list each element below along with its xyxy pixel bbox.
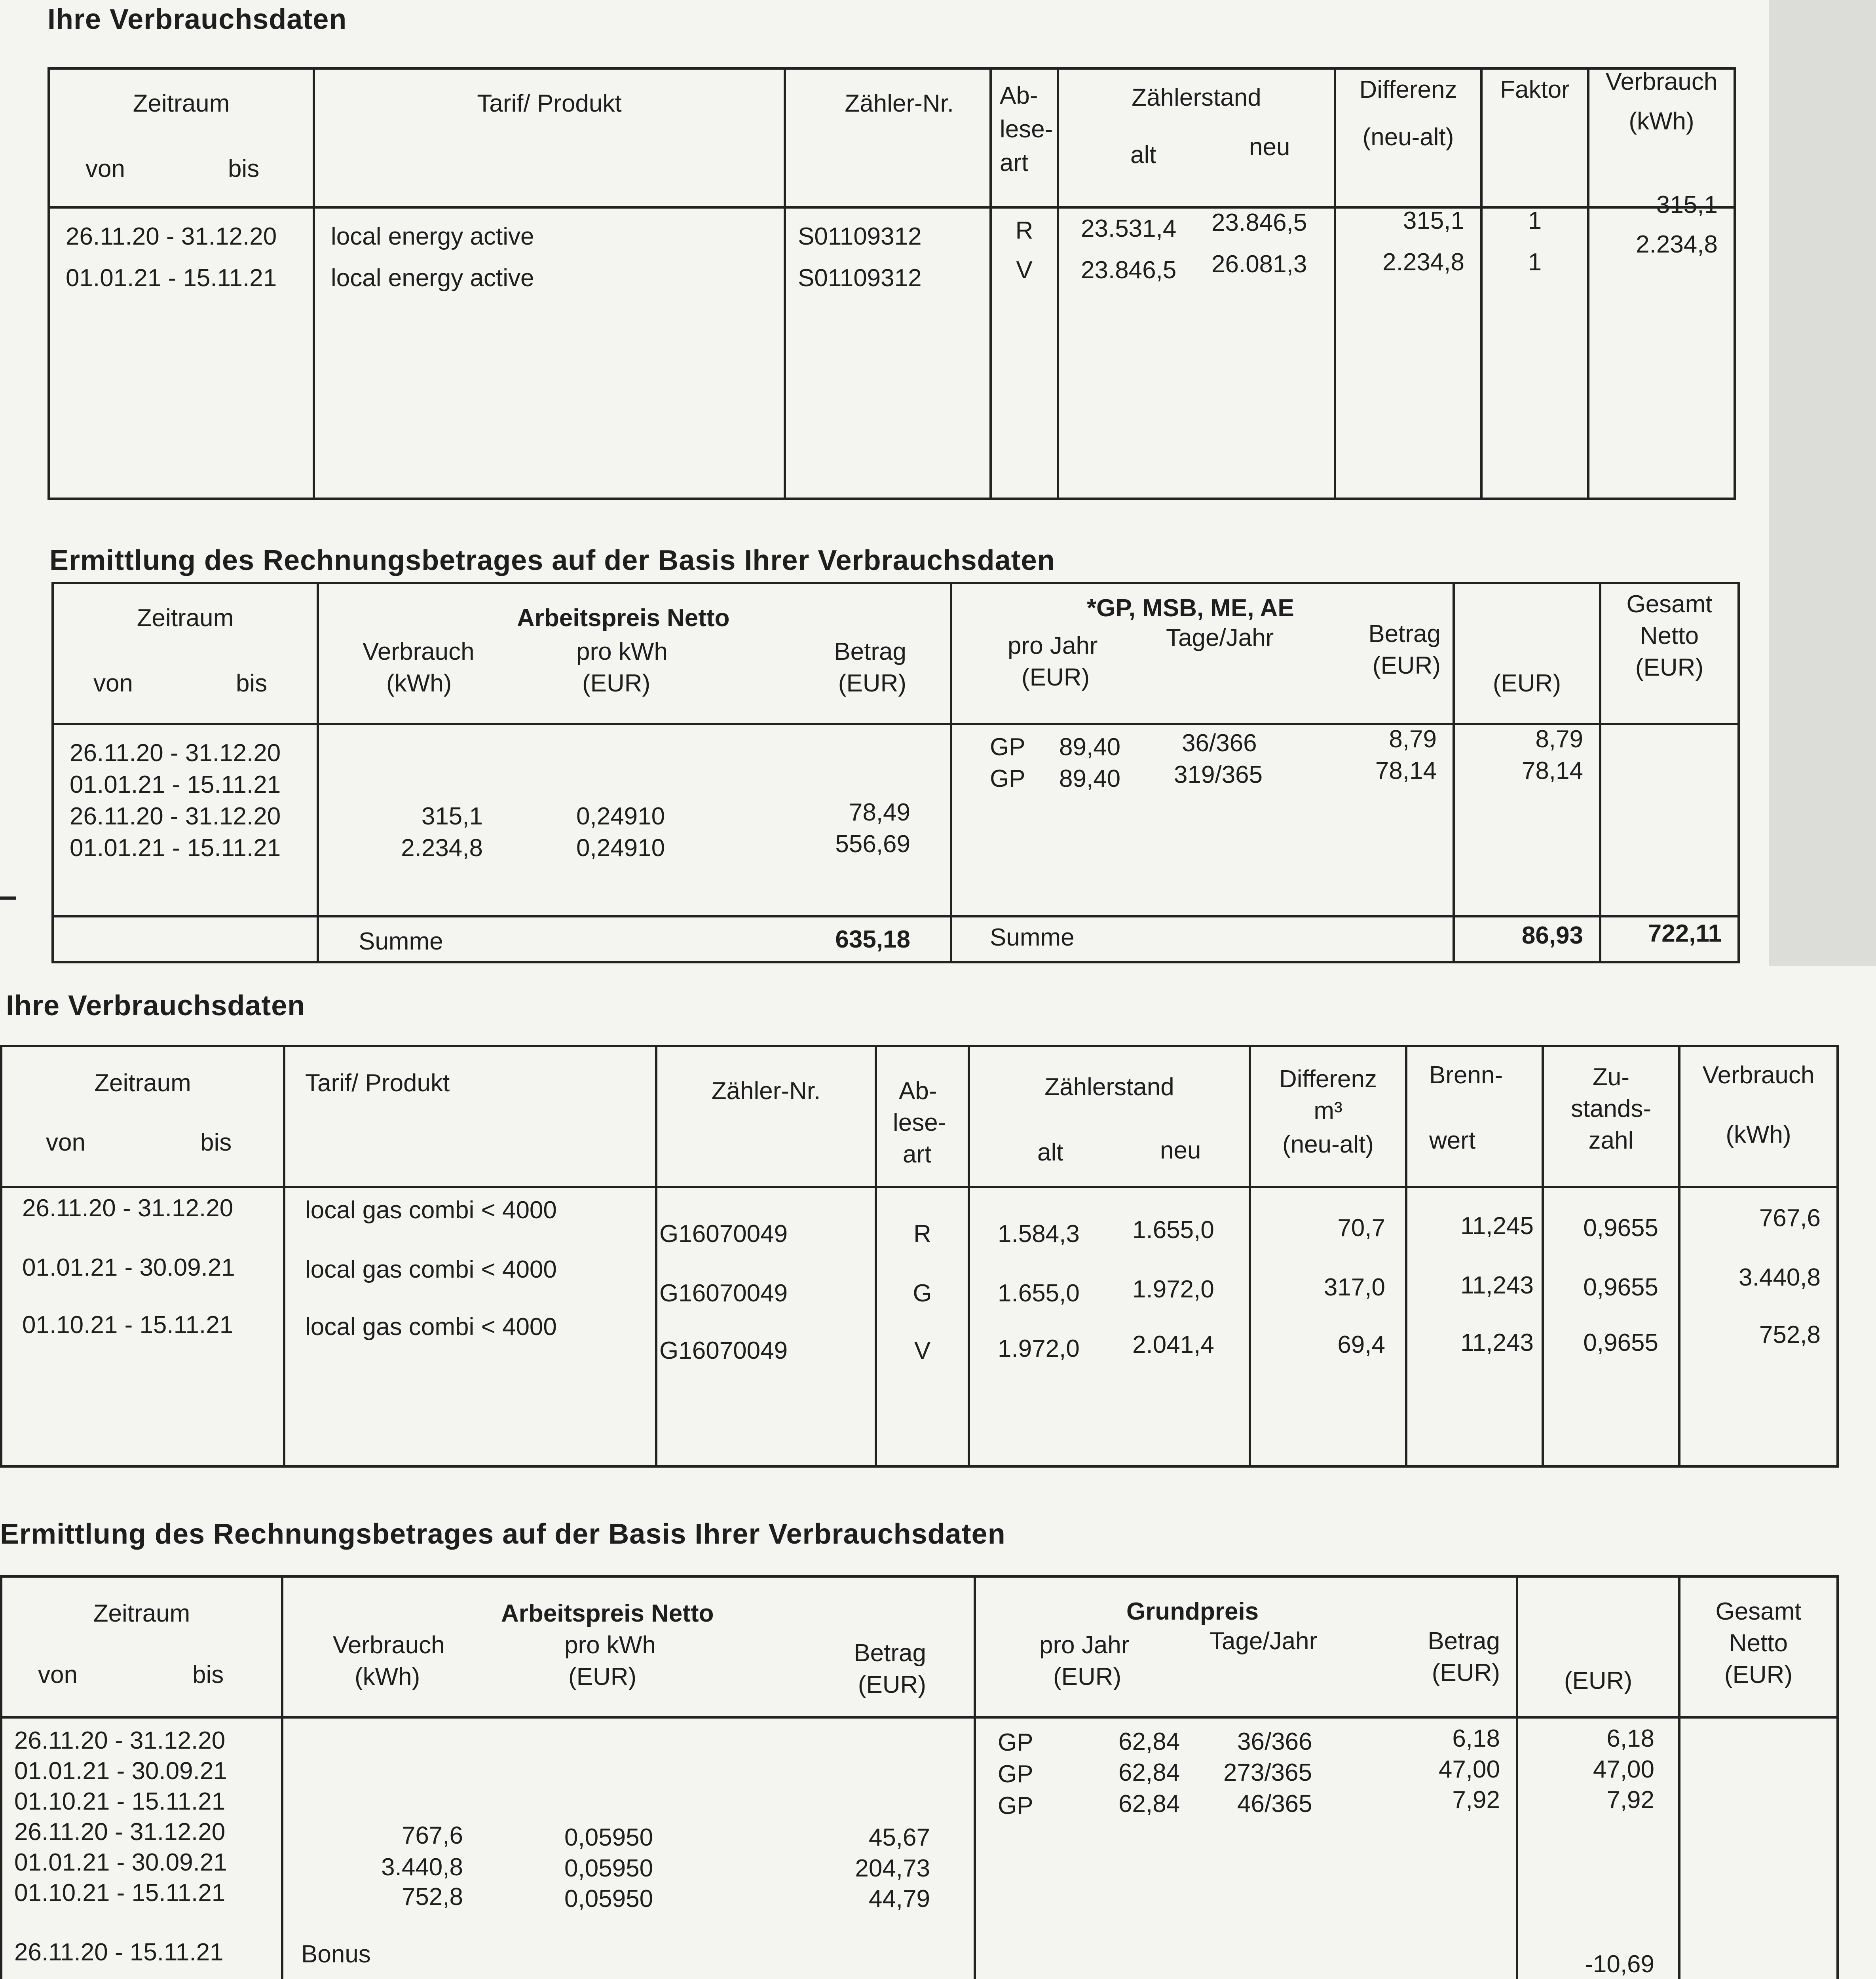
table-row-amount: 6,18 xyxy=(1452,1725,1500,1752)
sum-work: 635,18 xyxy=(835,926,910,953)
sum-eur: 86,93 xyxy=(1521,922,1583,949)
col-verbrauch: Verbrauch xyxy=(1605,68,1718,95)
table-row-alt: 1.584,3 xyxy=(998,1220,1080,1248)
table-row-kwh: 2.234,8 xyxy=(401,834,483,862)
col-neu-alt: (neu-alt) xyxy=(1362,123,1454,151)
margin-mark xyxy=(0,896,16,900)
table-row-read-type: V xyxy=(914,1337,931,1364)
usage-heading-gas: Ihre Verbrauchsdaten xyxy=(6,990,306,1022)
col-von: von xyxy=(93,670,133,697)
col-eur: (EUR) xyxy=(1053,1663,1122,1690)
col-tarif: Tarif/ Produkt xyxy=(477,90,622,117)
table-row-neu: 2.041,4 xyxy=(1132,1331,1214,1358)
table-row-period: 01.01.21 - 15.11.21 xyxy=(70,771,281,798)
table-row-year-price: 62,84 xyxy=(1118,1790,1180,1818)
table-row-kwh: 767,6 xyxy=(1759,1204,1821,1232)
table-row-brennwert: 11,245 xyxy=(1460,1212,1534,1240)
table-row-read-type: R xyxy=(1015,217,1033,244)
table-row-price: 0,24910 xyxy=(576,834,665,862)
col-gesamt: Gesamt xyxy=(1715,1598,1802,1625)
col-alt: alt xyxy=(1037,1139,1063,1166)
table-row-kwh: 3.440,8 xyxy=(1739,1264,1821,1291)
table-row-period: 01.01.21 - 30.09.21 xyxy=(22,1254,235,1281)
table-row-brennwert: 11,243 xyxy=(1460,1329,1534,1356)
table-row-diff: 315,1 xyxy=(1403,207,1464,234)
table-row-days: 319/365 xyxy=(1174,761,1263,788)
table-row-code: GP xyxy=(998,1792,1033,1819)
table-row-amount: 556,69 xyxy=(835,830,910,858)
table-row-read-type: G xyxy=(913,1280,932,1307)
table-row-tariff: local gas combi < 4000 xyxy=(305,1313,557,1341)
table-row-amount: 44,79 xyxy=(868,1885,930,1913)
col-eur: (EUR) xyxy=(1372,652,1441,679)
table-row-tariff: local gas combi < 4000 xyxy=(305,1197,557,1224)
col-eur: (EUR) xyxy=(1635,654,1704,681)
col-arbeitspreis: Arbeitspreis Netto xyxy=(517,604,730,632)
bonus-period: 26.11.20 - 15.11.21 xyxy=(14,1939,224,1966)
table-row-diff: 2.234,8 xyxy=(1382,249,1464,276)
bonus-label: Bonus xyxy=(301,1941,371,1968)
col-zustandszahl-2: stands- xyxy=(1570,1095,1652,1122)
col-verbrauch: Verbrauch xyxy=(363,638,475,665)
table-row-neu: 26.081,3 xyxy=(1211,251,1307,278)
table-row-period: 01.10.21 - 15.11.21 xyxy=(14,1879,226,1907)
table-row-tariff: local energy active xyxy=(331,264,534,292)
table-row-eur: 7,92 xyxy=(1606,1786,1654,1814)
col-kwh: (kWh) xyxy=(1629,108,1694,135)
electricity-usage-table xyxy=(47,67,1736,500)
billing-heading-gas: Ermittlung des Rechnungsbetrages auf der Basis Ihrer Verbrauchsdaten xyxy=(0,1518,1006,1550)
table-row-period: 26.11.20 - 31.12.20 xyxy=(70,803,281,830)
usage-heading-electricity: Ihre Verbrauchsdaten xyxy=(47,4,347,35)
table-row-read-type: R xyxy=(913,1220,931,1248)
col-ableseart-3: art xyxy=(903,1141,932,1168)
col-kwh: (kWh) xyxy=(386,670,452,697)
table-row-kwh: 2.234,8 xyxy=(1636,231,1718,258)
table-row-neu: 1.655,0 xyxy=(1132,1216,1214,1244)
table-row-code: GP xyxy=(990,733,1025,761)
col-tarif: Tarif/ Produkt xyxy=(305,1069,450,1097)
col-neu-alt: (neu-alt) xyxy=(1282,1131,1374,1158)
table-row-brennwert: 11,243 xyxy=(1460,1272,1534,1299)
gas-billing-table xyxy=(0,1575,1839,1979)
table-row-year-price: 89,40 xyxy=(1059,733,1121,761)
col-kwh: (kWh) xyxy=(355,1663,420,1690)
col-eur: (EUR) xyxy=(1724,1661,1793,1688)
table-row-amount: 45,67 xyxy=(868,1824,930,1851)
col-zustandszahl-1: Zu- xyxy=(1593,1064,1629,1091)
table-row-eur: 6,18 xyxy=(1606,1725,1654,1752)
table-row-read-type: V xyxy=(1016,256,1033,284)
table-row-period: 26.11.20 - 31.12.20 xyxy=(22,1195,234,1222)
table-row-meter: G16070049 xyxy=(659,1337,788,1364)
col-alt: alt xyxy=(1130,141,1156,169)
table-row-zustandszahl: 0,9655 xyxy=(1583,1214,1658,1242)
sum-label: Summe xyxy=(359,928,443,955)
table-row-days: 36/366 xyxy=(1237,1728,1312,1755)
table-row-code: GP xyxy=(990,765,1025,792)
col-pro-jahr: pro Jahr xyxy=(1008,632,1098,659)
table-row-meter: G16070049 xyxy=(659,1220,788,1248)
col-tage-jahr: Tage/Jahr xyxy=(1210,1628,1318,1655)
col-verbrauch: Verbrauch xyxy=(1702,1062,1815,1089)
table-row-eur: 8,79 xyxy=(1535,726,1583,753)
col-pro-kwh: pro kWh xyxy=(576,638,668,665)
col-zeitraum: Zeitraum xyxy=(93,1600,190,1627)
col-netto: Netto xyxy=(1640,622,1699,650)
table-row-amount: 204,73 xyxy=(855,1855,930,1882)
table-row-neu: 1.972,0 xyxy=(1132,1276,1214,1303)
table-row-period: 26.11.20 - 31.12.20 xyxy=(66,223,277,250)
col-von: von xyxy=(38,1661,78,1688)
col-neu: neu xyxy=(1249,133,1290,161)
col-bis: bis xyxy=(192,1661,224,1688)
col-eur: (EUR) xyxy=(582,670,651,697)
table-row-code: GP xyxy=(998,1761,1033,1788)
electricity-billing-table xyxy=(51,582,1740,963)
table-row-kwh: 767,6 xyxy=(401,1822,463,1849)
table-row-eur: 47,00 xyxy=(1593,1756,1654,1783)
col-kwh: (kWh) xyxy=(1726,1121,1791,1148)
table-row-days: 273/365 xyxy=(1223,1759,1312,1786)
table-row-amount: 78,49 xyxy=(849,799,910,826)
col-differenz: Differenz xyxy=(1359,76,1457,103)
table-row-code: GP xyxy=(998,1729,1033,1756)
table-row-price: 0,05950 xyxy=(564,1885,653,1913)
col-ableseart-2: lese- xyxy=(893,1109,946,1136)
table-row-period: 01.01.21 - 15.11.21 xyxy=(66,264,277,292)
col-von: von xyxy=(85,155,125,182)
table-row-alt: 1.655,0 xyxy=(998,1280,1080,1307)
table-row-diff: 70,7 xyxy=(1337,1214,1385,1242)
table-row-diff: 317,0 xyxy=(1323,1274,1385,1301)
col-ableseart-1: Ab- xyxy=(1000,82,1038,109)
table-row-price: 0,24910 xyxy=(576,803,665,830)
table-row-meter: S01109312 xyxy=(798,264,922,292)
col-betrag: Betrag xyxy=(1368,620,1441,648)
col-faktor: Faktor xyxy=(1500,76,1570,103)
table-row-kwh: 3.440,8 xyxy=(381,1854,463,1881)
col-grundpreis: Grundpreis xyxy=(1126,1598,1259,1625)
table-row-tariff: local energy active xyxy=(331,223,534,250)
col-von: von xyxy=(46,1129,85,1156)
col-eur: (EUR) xyxy=(858,1671,926,1698)
col-brennwert-2: wert xyxy=(1429,1127,1476,1154)
col-eur: (EUR) xyxy=(1492,670,1561,697)
table-row-alt: 23.846,5 xyxy=(1081,256,1177,284)
table-row-period: 26.11.20 - 31.12.20 xyxy=(14,1727,226,1754)
col-eur: (EUR) xyxy=(1022,664,1090,691)
table-row-days: 46/365 xyxy=(1237,1790,1312,1818)
col-gesamt: Gesamt xyxy=(1626,591,1713,618)
col-zaehler: Zähler-Nr. xyxy=(845,90,954,117)
col-zaehler: Zähler-Nr. xyxy=(711,1077,821,1105)
col-betrag: Betrag xyxy=(834,638,906,665)
col-zaehlerstand: Zählerstand xyxy=(1132,84,1261,111)
col-grundpreis: *GP, MSB, ME, AE xyxy=(1087,594,1294,622)
table-row-amount: 78,14 xyxy=(1375,757,1437,784)
col-bis: bis xyxy=(236,670,268,697)
table-row-period: 01.10.21 - 15.11.21 xyxy=(22,1311,234,1339)
table-row-diff: 69,4 xyxy=(1337,1331,1385,1358)
table-row-year-price: 62,84 xyxy=(1118,1728,1180,1755)
col-eur: (EUR) xyxy=(568,1663,637,1690)
table-row-days: 36/366 xyxy=(1182,729,1257,757)
col-netto: Netto xyxy=(1729,1630,1788,1657)
col-zeitraum: Zeitraum xyxy=(137,604,234,632)
table-row-amount: 8,79 xyxy=(1389,726,1437,753)
table-row-meter: S01109312 xyxy=(798,223,922,250)
col-betrag: Betrag xyxy=(854,1639,926,1667)
table-row-year-price: 62,84 xyxy=(1118,1759,1180,1786)
table-row-eur: 78,14 xyxy=(1521,757,1583,784)
table-row-zustandszahl: 0,9655 xyxy=(1583,1274,1658,1301)
col-pro-kwh: pro kWh xyxy=(564,1631,656,1659)
col-zustandszahl-3: zahl xyxy=(1588,1127,1634,1154)
col-bis: bis xyxy=(200,1129,232,1156)
col-differenz: Differenz xyxy=(1279,1065,1377,1093)
table-row-price: 0,05950 xyxy=(564,1855,653,1882)
table-row-period: 01.01.21 - 30.09.21 xyxy=(14,1849,227,1876)
col-eur: (EUR) xyxy=(838,670,906,697)
table-row-alt: 1.972,0 xyxy=(998,1335,1080,1362)
electricity-section xyxy=(0,0,1769,966)
table-row-kwh: 315,1 xyxy=(1656,191,1718,218)
table-row-period: 01.01.21 - 30.09.21 xyxy=(14,1757,227,1785)
table-row-tariff: local gas combi < 4000 xyxy=(305,1256,557,1283)
billing-heading-electricity: Ermittlung des Rechnungsbetrages auf der Basis Ihrer Verbrauchsdaten xyxy=(49,545,1055,576)
gas-usage-table xyxy=(0,1045,1839,1468)
col-zaehlerstand: Zählerstand xyxy=(1044,1073,1174,1101)
table-row-kwh: 752,8 xyxy=(1759,1321,1821,1348)
table-row-period: 26.11.20 - 31.12.20 xyxy=(14,1818,226,1846)
table-row-period: 26.11.20 - 31.12.20 xyxy=(70,739,281,767)
col-brennwert-1: Brenn- xyxy=(1429,1062,1503,1089)
col-zeitraum: Zeitraum xyxy=(133,90,230,117)
table-row-amount: 7,92 xyxy=(1452,1786,1500,1814)
table-row-meter: G16070049 xyxy=(659,1280,788,1307)
bonus-eur: -10,69 xyxy=(1585,1951,1654,1978)
col-tage-jahr: Tage/Jahr xyxy=(1166,624,1274,651)
gas-section xyxy=(0,966,1876,1979)
table-row-kwh: 315,1 xyxy=(421,803,483,830)
col-eur: (EUR) xyxy=(1564,1667,1633,1694)
col-betrag: Betrag xyxy=(1428,1628,1500,1655)
table-row-factor: 1 xyxy=(1528,249,1542,276)
table-row-price: 0,05950 xyxy=(564,1824,653,1851)
table-row-period: 01.10.21 - 15.11.21 xyxy=(14,1788,226,1815)
col-arbeitspreis: Arbeitspreis Netto xyxy=(501,1600,714,1627)
col-pro-jahr: pro Jahr xyxy=(1039,1631,1130,1659)
table-row-period: 01.01.21 - 15.11.21 xyxy=(70,834,281,862)
col-eur: (EUR) xyxy=(1432,1659,1500,1687)
table-row-neu: 23.846,5 xyxy=(1211,209,1307,236)
col-bis: bis xyxy=(228,155,260,182)
table-row-factor: 1 xyxy=(1528,207,1542,234)
col-ableseart-2: lese- xyxy=(1000,116,1053,143)
col-m3: m³ xyxy=(1314,1097,1342,1124)
col-neu: neu xyxy=(1160,1137,1201,1164)
col-ableseart-3: art xyxy=(1000,149,1029,177)
sum-label: Summe xyxy=(990,924,1075,951)
table-row-year-price: 89,40 xyxy=(1059,765,1121,792)
table-row-alt: 23.531,4 xyxy=(1081,215,1177,242)
col-ableseart-1: Ab- xyxy=(899,1077,937,1105)
table-row-amount: 47,00 xyxy=(1438,1756,1500,1783)
table-row-kwh: 752,8 xyxy=(401,1883,463,1911)
table-row-zustandszahl: 0,9655 xyxy=(1583,1329,1658,1356)
sum-total: 722,11 xyxy=(1648,920,1722,947)
col-verbrauch: Verbrauch xyxy=(333,1631,445,1659)
col-zeitraum: Zeitraum xyxy=(94,1069,191,1097)
